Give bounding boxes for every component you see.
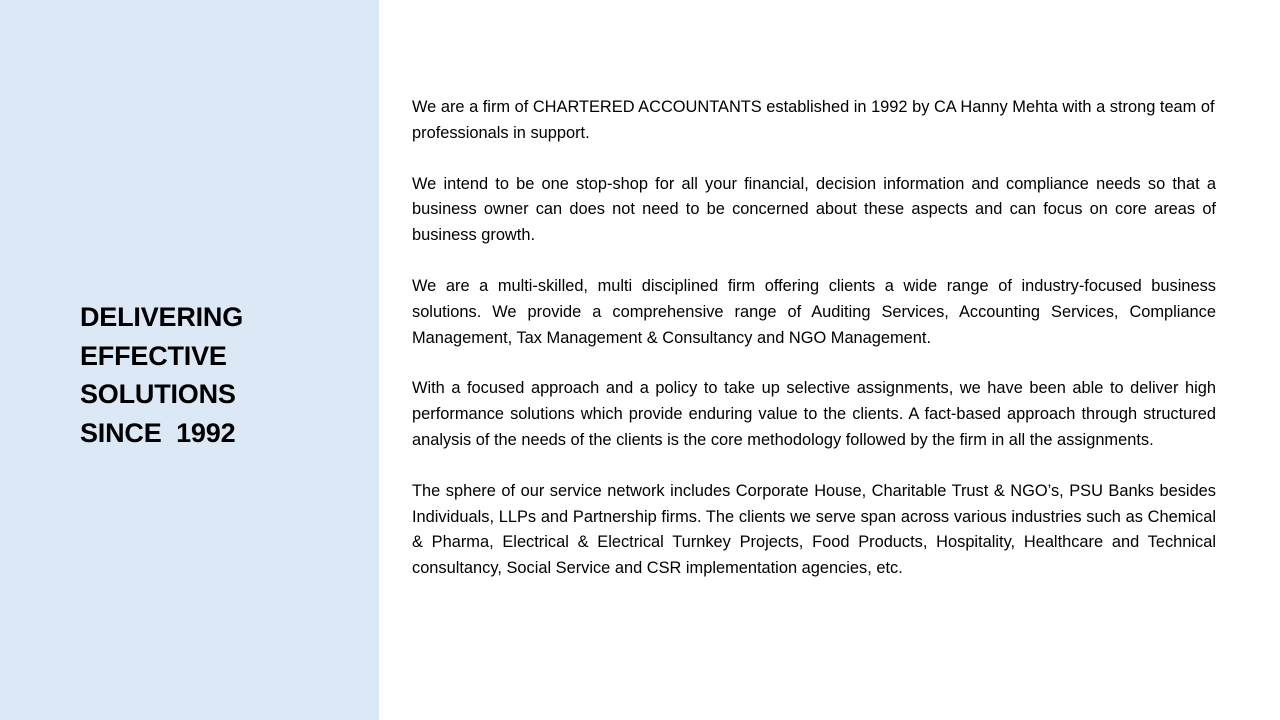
services-paragraph: We are a multi-skilled, multi disciplined firm offering clients a wide range of industry-focused business solutions. We provide a comprehensive range of Auditing Services, Accounting Services, Compliance Management, Tax Management & Consultancy and NGO Management. bbox=[412, 276, 1216, 347]
tagline-line-4: SINCE 1992 bbox=[80, 417, 236, 448]
tagline-heading bbox=[80, 298, 243, 452]
tagline-line-1: DELIVERING bbox=[80, 302, 244, 332]
mission-paragraph: We intend to be one stop-shop for all your financial, decision information and compliance needs so that a business owner can does not need to be concerned about these aspects and can focus on core areas of business growth. bbox=[412, 174, 1216, 245]
tagline-line-2: EFFECTIVE bbox=[80, 340, 227, 371]
content-body bbox=[412, 95, 1216, 607]
tagline-line-3: SOLUTIONS bbox=[80, 379, 236, 409]
clients-paragraph: The sphere of our service network includes Corporate House, Charitable Trust & NGO’s, PSU Banks besides Individuals, LLPs and Partnership firms. The clients we serve span across various industries such as Chemical & Pharma, Electrical & Electrical Turnkey Projects, Food Products, Hospitality, Healthcare and Technical consultancy, Social Service and CSR implementation agencies, etc. bbox=[412, 481, 1216, 578]
approach-paragraph: With a focused approach and a policy to take up selective assignments, we have been able to deliver high performance solutions which provide enduring value to the clients. A fact-based approach through structured analysis of the needs of the clients is the core methodology followed by the firm in all the assignments. bbox=[412, 379, 1216, 449]
side-panel bbox=[0, 0, 379, 720]
intro-paragraph: We are a firm of CHARTERED ACCOUNTANTS established in 1992 by CA Hanny Mehta with a strong team of professionals in support. bbox=[412, 98, 1215, 142]
